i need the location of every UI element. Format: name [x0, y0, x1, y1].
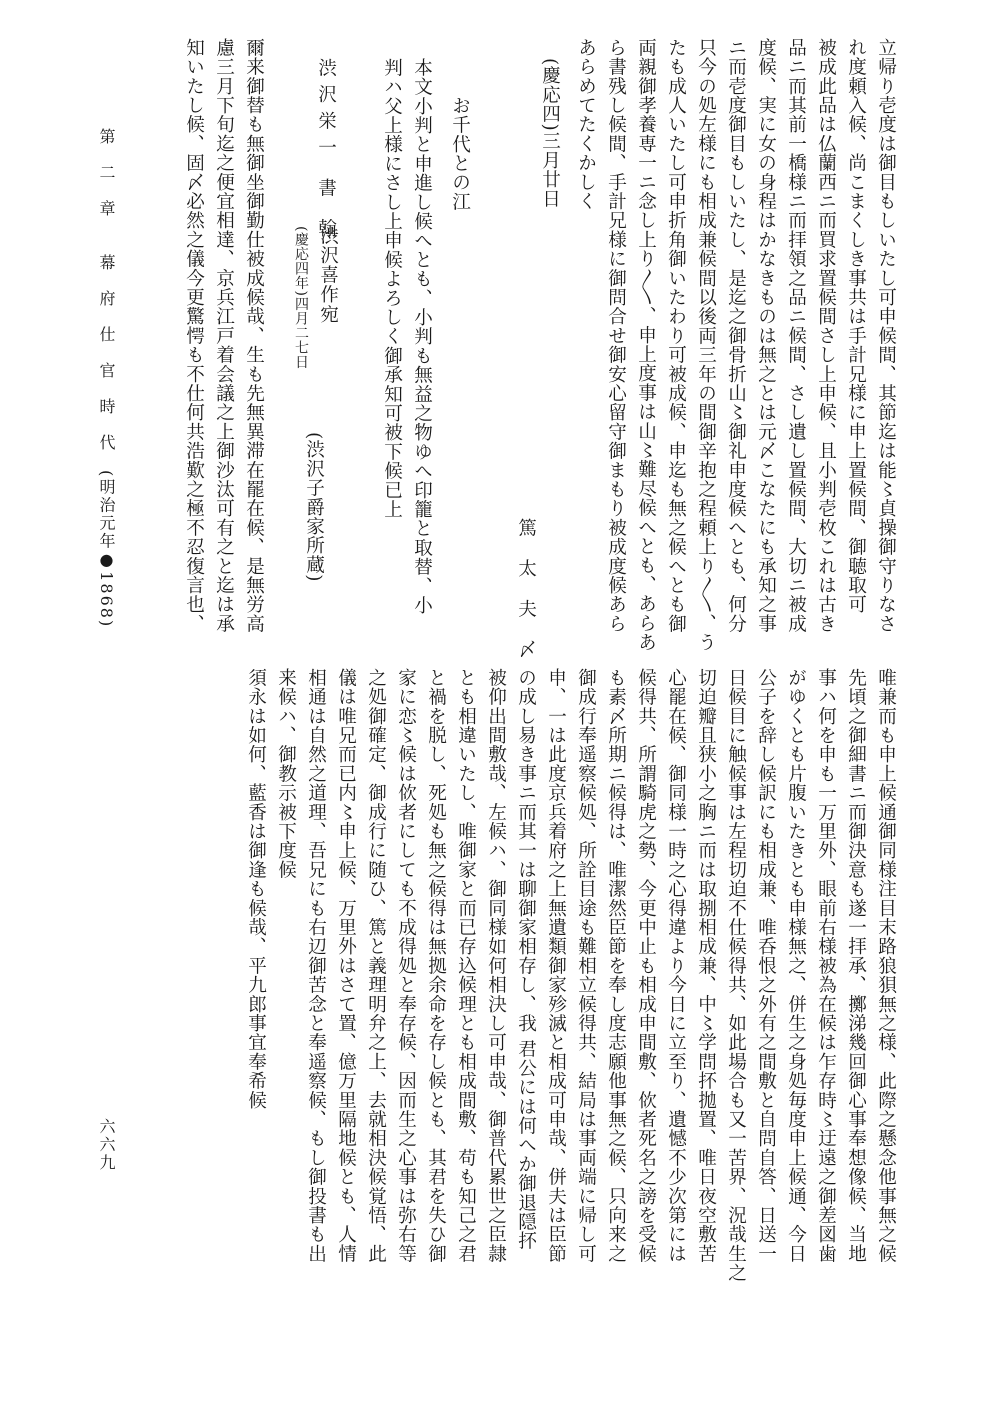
text-column: 候得共、所謂騎虎之勢、今更中止も相成申間敷、佽者死名之謗を受候: [635, 668, 657, 1264]
text-column: 立帰り壱度は御目もしいたし可申候間、其節迄は能〻貞操御守りなさ: [875, 38, 897, 634]
text-column: も素〆所期ニ候得は、唯潔然臣節を奉し度志願他事無之候、只向来之: [605, 668, 627, 1264]
text-column: 只今の処左様にも相成兼候間以後両三年の間御辛抱之程頼上り〱、う: [695, 38, 717, 652]
text-column: 知いたし候、固〆必然之儀今更驚愕も不仕何共浩歎之極不忍復言也、: [183, 38, 205, 634]
letter2-source: (渋沢子爵家所蔵): [303, 432, 325, 583]
postscript-line: 本文小判と申進し候へとも、小判も無益之物ゆへ印籠と取替、小: [411, 58, 433, 615]
running-header: 第 二 章 幕 府 仕 官 時 代 (明治元年●1868): [97, 128, 116, 629]
text-column: 之処御確定、御成行に随ひ、篤と義理明弁之上、去就相決候覚悟、此: [365, 668, 387, 1264]
text-column: 公子を辞し候訳にも相成兼、唯呑恨之外有之間敷と自問自答、日送一: [755, 668, 777, 1264]
letter1-addressee: お千代との江: [449, 96, 471, 212]
page-number: 六六九: [97, 1118, 116, 1172]
text-column: 爾来御替も無御坐御勤仕被成候哉、生も先無異滞在罷在候、是無労高: [243, 38, 265, 634]
text-column: ら書残し候間、手計兄様に御問合せ御安心留守御まもり被成度候あら: [605, 38, 627, 634]
text-column: 日候目に触候事は左程切迫不仕候得共、如此場合も又一苦界、況哉生之: [725, 668, 747, 1283]
text-column: 切迫瓣且狭小之胸ニ而は取捌相成兼、中〻学問抔拋置、唯日夜空敷苦: [695, 668, 717, 1264]
text-column: ニ而壱度御目もしいたし、是迄之御骨折山〻御礼申度候へとも、何分: [725, 38, 747, 634]
text-column: 家に恋〻候は佽者にしても不成得処と奉存候、因而生之心事は弥右等: [395, 668, 417, 1264]
text-column: 申、一は此度京兵着府之上無遺類御家殄滅と相成可申哉、併夫は臣節: [545, 668, 567, 1264]
text-column: がゆくとも片腹いたきとも申様無之、併生之身処毎度申上候通、今日: [785, 668, 807, 1264]
postscript-line: 判ハ父上様にさし上申候よろしく御承知可被下候已上: [381, 58, 403, 519]
text-column: 須永は如何、藍香は御逢も候哉、平九郎事宜奉希候: [245, 668, 267, 1110]
text-column: 来候ハ、御教示被下度候: [275, 668, 297, 880]
text-column: 事ハ何を申も一万里外、眼前右様被為在候は乍存時〻迂遠之御差図歯: [815, 668, 837, 1264]
text-column: 両親御孝養専一ニ念し上り〱、申上度事は山〻難尽候へとも、あらあ: [635, 38, 657, 652]
text-column: 被仰出間敷哉、左候ハ、御同様如何相決し可申哉、御普代累世之臣隷: [485, 668, 507, 1264]
letter2-addressee: 渋沢喜作宛: [317, 226, 339, 324]
text-column: 儀は唯兄而已内〻申上候、万里外はさて置、億万里隔地候とも、人情: [335, 668, 357, 1264]
text-column: 慮三月下旬迄之便宜相達、京兵江戸着会議之上御沙汰可有之と迄は承: [213, 38, 235, 634]
letter2-date: (慶応四年)四月二七日: [293, 226, 309, 370]
text-column: 唯兼而も申上候通御同様注目末路狼狽無之様、此際之懸念他事無之候: [875, 668, 897, 1264]
letter2-title: 渋沢栄一 書 翰: [315, 58, 337, 246]
letter1-sender: 篤 太 夫 〆: [515, 518, 537, 667]
text-column: 度候、実に女の身程はかなきものは無之とは元〆こなたにも承知之事: [755, 38, 777, 634]
text-column: あらめてたくかしく: [575, 38, 597, 211]
text-column: 御成行奉遥察候処、所詮目途も難相立候得共、結局は事両端に帰し可: [575, 668, 597, 1264]
text-column: 被成此品は仏蘭西ニ而買求置候間さし上申候、且小判壱枚これは古き: [815, 38, 837, 634]
text-column: 心罷在候、御同様一時之心得違より今日に立至り、遺憾不少次第には: [665, 668, 687, 1264]
text-column: 相通は自然之道理、吾兄にも右辺御苦念と奉遥察候、もし御投書も出: [305, 668, 327, 1264]
text-column: たも成人いたし可申折角御いたわり可被成候、申迄も無之候へとも御: [665, 38, 687, 634]
text-column: 品ニ而其前一橋様ニ而拝領之品ニ候間、さし遺し置候間、大切ニ被成: [785, 38, 807, 634]
letter1-date: (慶応四)三月廿日: [539, 58, 561, 209]
text-column: れ度頼入候、尚こまくしき事共は手計兄様に申上置候間、御聴取可: [845, 38, 867, 614]
text-column: と禍を脱し、死処も無之候得は無拠余命を存し候とも、其君を失ひ御: [425, 668, 447, 1264]
text-column: とも相違いたし、唯御家と而已存込候理とも相成間敷、苟も知己之君: [455, 668, 477, 1264]
text-column: 先頃之御細書ニ而御決意も遂一拝承、擲涕幾回御心事奉想像候、当地: [845, 668, 867, 1264]
text-column: の成し易き事ニ而其一は聊御家相存し、我 君公には何へか御退隠抔: [515, 668, 537, 1251]
